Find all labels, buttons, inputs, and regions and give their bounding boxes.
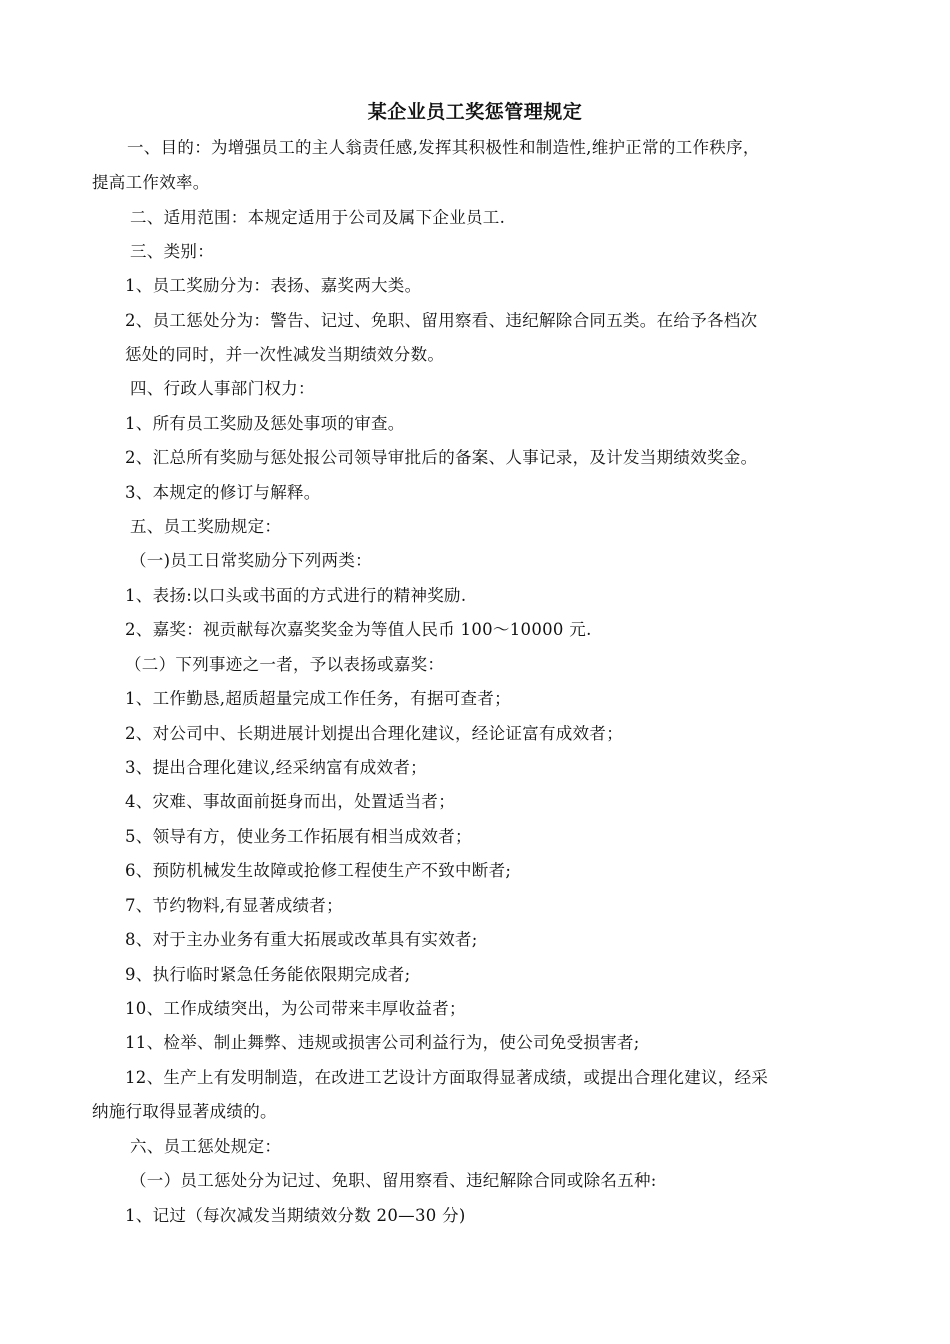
paragraph-line: 5、领导有方，使业务工作拓展有相当成效者； — [125, 827, 472, 846]
paragraph-line: （二）下列事迹之一者，予以表扬或嘉奖： — [125, 655, 445, 674]
paragraph-line: 10、工作成绩突出，为公司带来丰厚收益者； — [125, 999, 466, 1018]
paragraph-line: 8、对于主办业务有重大拓展或改革具有实效者; — [125, 930, 478, 949]
paragraph-line: 1、表扬:以口头或书面的方式进行的精神奖励. — [125, 586, 467, 605]
paragraph-line: 12、生产上有发明制造，在改进工艺设计方面取得显著成绩，或提出合理化建议，经采 — [125, 1068, 769, 1087]
paragraph-line: 2、嘉奖：视贡献每次嘉奖奖金为等值人民币 100～10000 元. — [125, 620, 592, 639]
paragraph-line: 1、员工奖励分为：表扬、嘉奖两大类。 — [125, 276, 422, 295]
paragraph-line: 1、工作勤恳,超质超量完成工作任务，有据可查者； — [125, 689, 511, 708]
paragraph-line: 一、目的：为增强员工的主人翁责任感,发挥其积极性和制造性,维护正常的工作秩序， — [127, 138, 760, 157]
paragraph-line: 6、预防机械发生故障或抢修工程使生产不致中断者; — [125, 861, 512, 880]
document-title: 某企业员工奖惩管理规定 — [367, 101, 583, 123]
paragraph-line: 1、记过（每次减发当期绩效分数 20—30 分) — [125, 1206, 466, 1225]
paragraph-line: 4、灾难、事故面前挺身而出，处置适当者； — [125, 792, 455, 811]
paragraph-line: 四、行政人事部门权力： — [130, 379, 315, 398]
paragraph-line: 7、节约物料,有显著成绩者； — [125, 896, 343, 915]
paragraph-line: （一)员工日常奖励分下列两类： — [130, 551, 372, 570]
paragraph-line: （一）员工惩处分为记过、免职、留用察看、违纪解除合同或除名五种: — [130, 1171, 657, 1190]
paragraph-line: 二、适用范围：本规定适用于公司及属下企业员工. — [130, 208, 506, 227]
paragraph-line: 惩处的同时，并一次性减发当期绩效分数。 — [125, 345, 445, 364]
paragraph-line: 2、员工惩处分为：警告、记过、免职、留用察看、违纪解除合同五类。在给予各档次 — [125, 311, 758, 330]
paragraph-line: 五、员工奖励规定： — [130, 517, 282, 536]
paragraph-line: 2、对公司中、长期进展计划提出合理化建议，经论证富有成效者； — [125, 724, 623, 743]
paragraph-line: 3、提出合理化建议,经采纳富有成效者； — [125, 758, 427, 777]
paragraph-line: 1、所有员工奖励及惩处事项的审查。 — [125, 414, 405, 433]
paragraph-line: 三、类别： — [130, 242, 214, 261]
paragraph-line: 提高工作效率。 — [92, 173, 210, 192]
paragraph-line: 3、本规定的修订与解释。 — [125, 483, 321, 502]
paragraph-line: 纳施行取得显著成绩的。 — [92, 1102, 277, 1121]
paragraph-line: 9、执行临时紧急任务能依限期完成者; — [125, 965, 411, 984]
paragraph-line: 11、检举、制止舞弊、违规或损害公司利益行为，使公司免受损害者; — [125, 1033, 640, 1052]
paragraph-line: 2、汇总所有奖励与惩处报公司领导审批后的备案、人事记录，及计发当期绩效奖金。 — [125, 448, 758, 467]
paragraph-line: 六、员工惩处规定： — [130, 1137, 282, 1156]
